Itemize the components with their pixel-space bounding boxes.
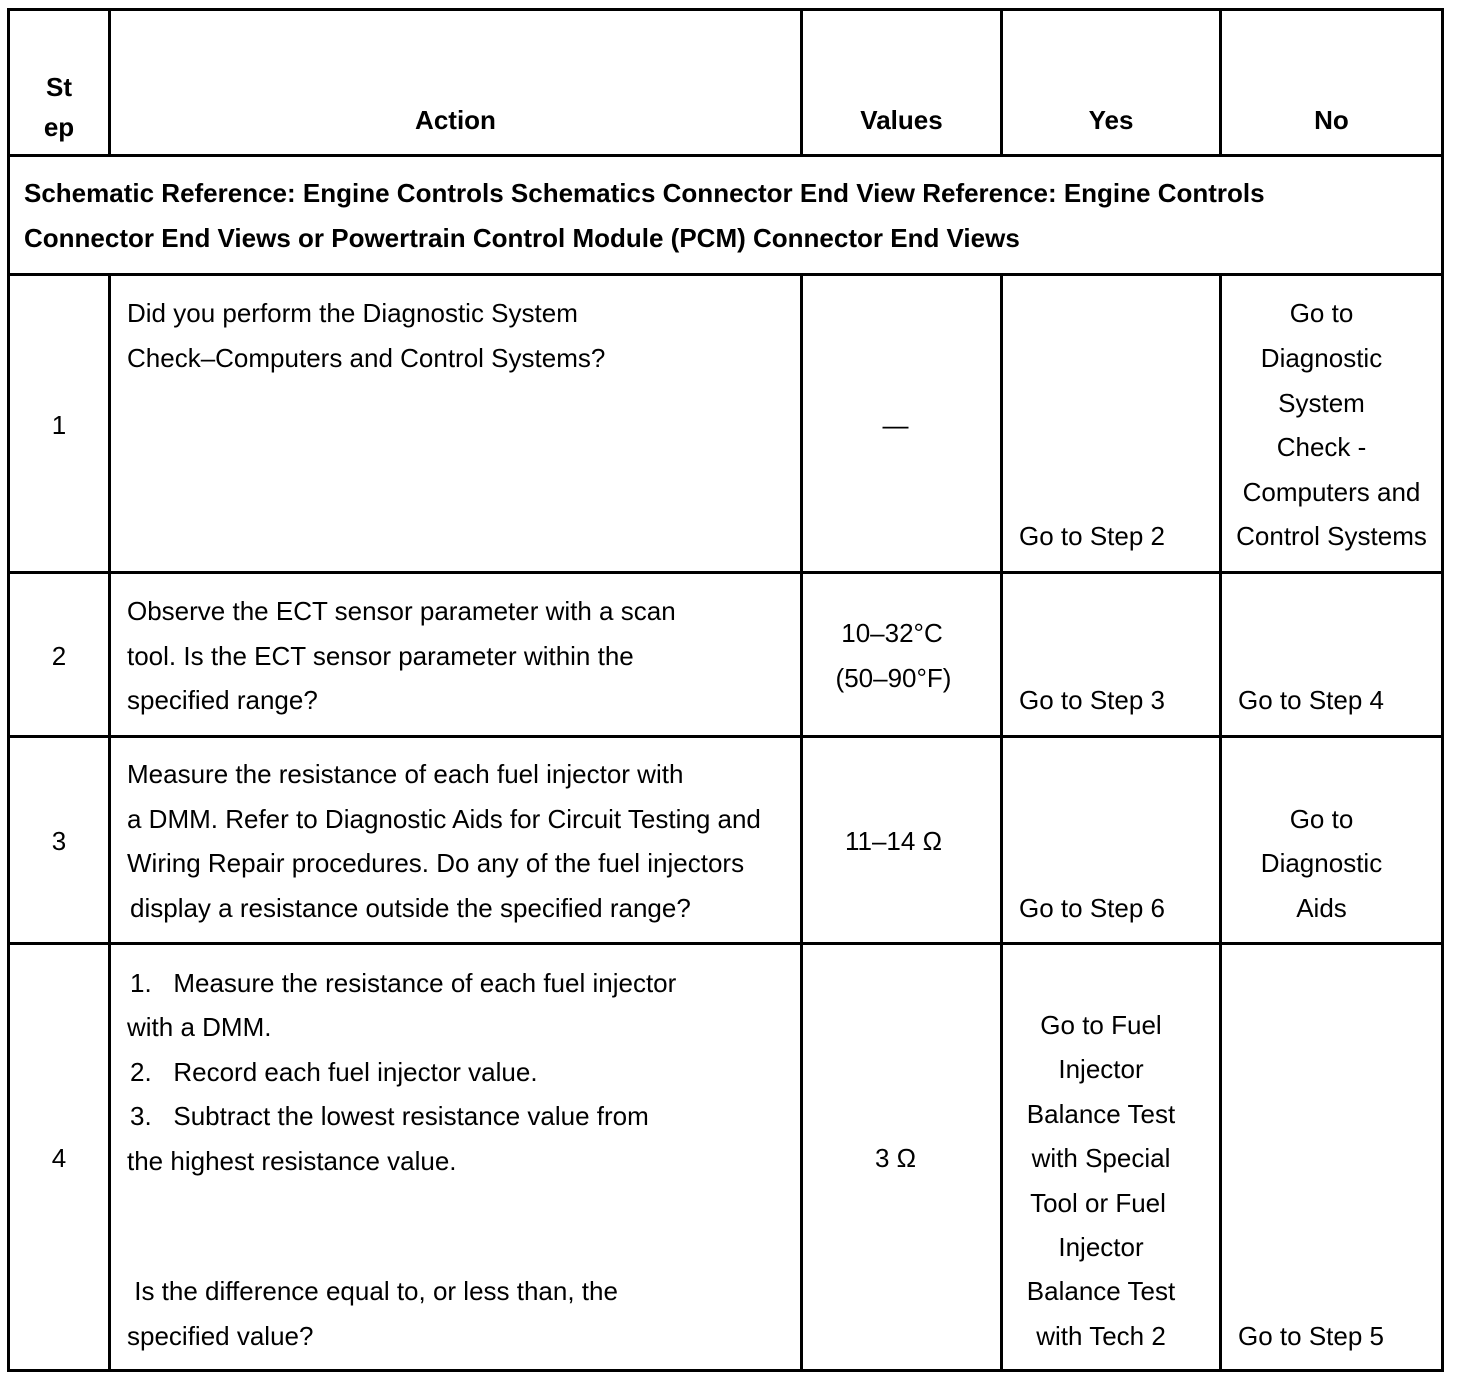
action-line: tool. Is the ECT sensor parameter within the bbox=[127, 641, 634, 671]
row-divider-1 bbox=[7, 571, 1444, 574]
action-line: the highest resistance value. bbox=[127, 1146, 457, 1176]
action-line: a DMM. Refer to Diagnostic Aids for Circuit Testing and bbox=[127, 804, 761, 834]
yes-line: Balance Test bbox=[1026, 1099, 1176, 1129]
action-line: Measure the resistance of each fuel injector with bbox=[127, 759, 684, 789]
yes-line: Go to Step 6 bbox=[1019, 893, 1165, 923]
step-number: 2 bbox=[51, 641, 67, 671]
header-action: Action bbox=[415, 105, 496, 135]
step-number: 1 bbox=[51, 410, 67, 440]
reference-line-1: Schematic Reference: Engine Controls Schematics Connector End View Reference: Engine Controls bbox=[24, 178, 1265, 208]
yes-line: Balance Test bbox=[1026, 1276, 1176, 1306]
yes-line: Injector bbox=[1058, 1054, 1144, 1084]
action-line: 1. Measure the resistance of each fuel injector bbox=[130, 968, 677, 998]
action-line: specified value? bbox=[127, 1321, 314, 1351]
yes-line: Go to Fuel bbox=[1040, 1010, 1162, 1040]
no-line: Go to Step 4 bbox=[1238, 685, 1384, 715]
no-line: Check - bbox=[1276, 432, 1367, 462]
no-line: Go to bbox=[1289, 804, 1354, 834]
value-cell: 3 Ω bbox=[874, 1143, 917, 1173]
col-divider-step bbox=[108, 273, 111, 1372]
table-border-bottom bbox=[7, 1369, 1444, 1372]
yes-line: Injector bbox=[1058, 1232, 1144, 1262]
action-line: 3. Subtract the lowest resistance value from bbox=[130, 1101, 649, 1131]
action-line: display a resistance outside the specified range? bbox=[130, 893, 691, 923]
action-line: Did you perform the Diagnostic System bbox=[127, 298, 578, 328]
value-cell: — bbox=[882, 410, 909, 440]
reference-line-2: Connector End Views or Powertrain Control Module (PCM) Connector End Views bbox=[24, 223, 1020, 253]
header-step bbox=[10, 67, 108, 147]
value-line: (50–90°F) bbox=[835, 663, 952, 693]
value-line: 10–32°C bbox=[841, 618, 943, 648]
yes-line: with Tech 2 bbox=[1036, 1321, 1166, 1351]
action-line: Check–Computers and Control Systems? bbox=[127, 343, 606, 373]
no-line: System bbox=[1278, 388, 1365, 418]
table-border-right bbox=[1441, 8, 1444, 1372]
yes-line: Go to Step 3 bbox=[1019, 685, 1165, 715]
value-cell: 11–14 Ω bbox=[844, 826, 943, 856]
action-line: 2. Record each fuel injector value. bbox=[130, 1057, 538, 1087]
header-step-line-1: St bbox=[46, 72, 72, 102]
action-line: with a DMM. bbox=[127, 1012, 272, 1042]
row-divider-3 bbox=[7, 942, 1444, 945]
header-values: Values bbox=[860, 105, 943, 135]
no-line: Computers and bbox=[1242, 477, 1421, 507]
reference-divider bbox=[7, 273, 1444, 276]
action-line: Wiring Repair procedures. Do any of the fuel injectors bbox=[127, 848, 745, 878]
row-divider-2 bbox=[7, 735, 1444, 738]
no-line: Control Systems bbox=[1236, 521, 1427, 551]
yes-line: with Special bbox=[1031, 1143, 1171, 1173]
yes-line: Go to Step 2 bbox=[1019, 521, 1165, 551]
action-line: specified range? bbox=[127, 685, 318, 715]
no-line: Aids bbox=[1296, 893, 1347, 923]
no-line: Diagnostic bbox=[1260, 343, 1383, 373]
table-border-top bbox=[7, 8, 1444, 11]
header-divider bbox=[7, 154, 1444, 157]
no-line: Go to Step 5 bbox=[1238, 1321, 1384, 1351]
header-no: No bbox=[1314, 105, 1349, 135]
step-number: 3 bbox=[51, 826, 67, 856]
header-step-line-2: ep bbox=[43, 112, 75, 142]
step-number: 4 bbox=[51, 1143, 67, 1173]
action-line: Is the difference equal to, or less than, the bbox=[127, 1276, 618, 1306]
action-line: Observe the ECT sensor parameter with a scan bbox=[127, 596, 676, 626]
no-line: Diagnostic bbox=[1260, 848, 1383, 878]
no-line: Go to bbox=[1289, 298, 1354, 328]
header-yes: Yes bbox=[1088, 105, 1134, 135]
yes-line: Tool or Fuel bbox=[1030, 1188, 1166, 1218]
